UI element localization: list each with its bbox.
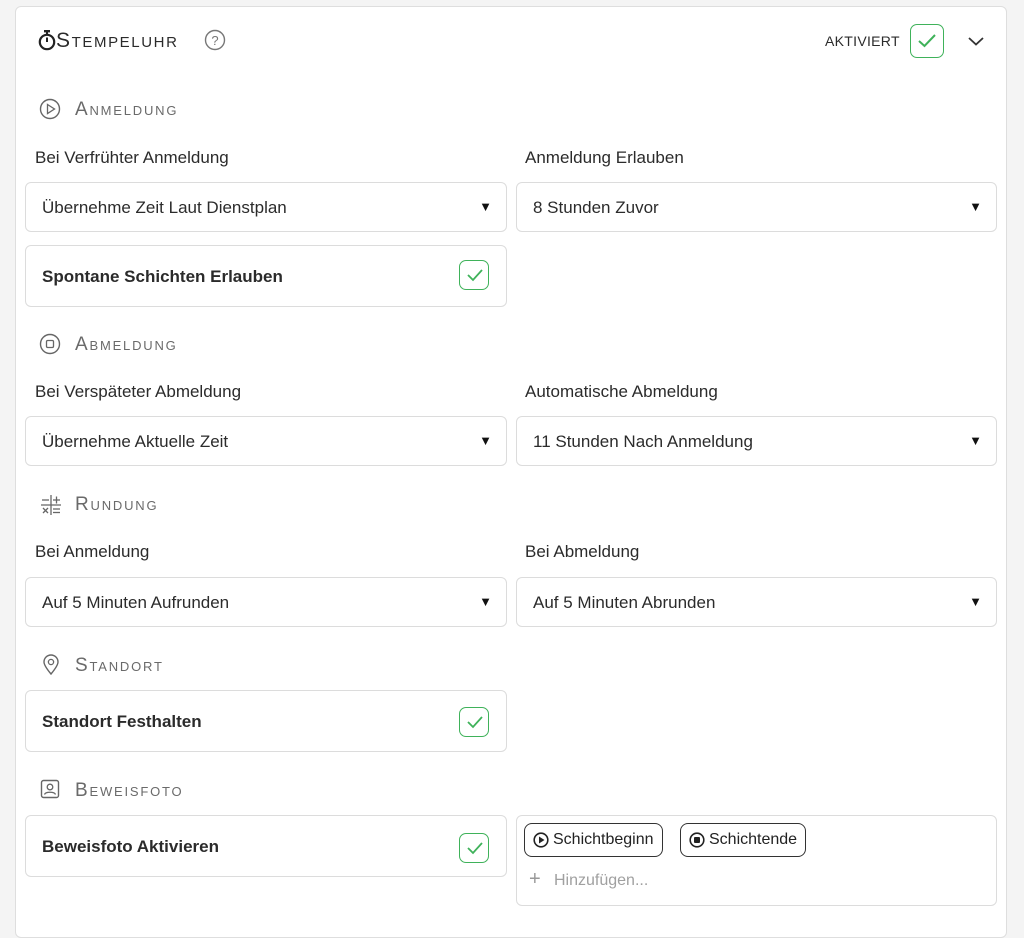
round-in-select[interactable] — [25, 577, 507, 627]
dropdown-arrow-icon: ▼ — [479, 594, 492, 609]
allow-login-value: 8 Stunden Zuvor — [533, 198, 659, 217]
allow-login-label: Anmeldung Erlauben — [525, 148, 684, 167]
round-out-value: Auf 5 Minuten Abrunden — [533, 593, 716, 612]
early-login-label: Bei Verfrühter Anmeldung — [35, 148, 229, 167]
photo-activate-checkbox[interactable] — [459, 833, 489, 863]
early-login-value: Übernehme Zeit Laut Dienstplan — [42, 198, 287, 217]
early-login-select[interactable] — [25, 182, 507, 232]
location-pin-icon — [42, 654, 60, 676]
spontaneous-shifts-label: Spontane Schichten Erlauben — [42, 267, 283, 286]
late-logout-value: Übernehme Aktuelle Zeit — [42, 432, 229, 451]
chevron-down-icon[interactable] — [967, 35, 985, 47]
stop-circle-icon — [689, 832, 705, 848]
chip-schichtende[interactable] — [680, 823, 806, 857]
keep-location-label: Standort Festhalten — [42, 712, 202, 731]
spontaneous-shifts-checkbox[interactable] — [459, 260, 489, 290]
section-title-beweisfoto: Beweisfoto — [75, 780, 184, 801]
add-event-input[interactable] — [529, 868, 829, 895]
activated-checkbox[interactable] — [910, 24, 944, 58]
keep-location-toggle[interactable] — [25, 690, 507, 752]
late-logout-label: Bei Verspäteter Abmeldung — [35, 382, 242, 401]
round-in-value: Auf 5 Minuten Aufrunden — [42, 593, 230, 612]
status-label: AKTIVIERT — [825, 33, 900, 49]
auto-logout-value: 11 Stunden Nach Anmeldung — [533, 432, 753, 451]
round-in-label: Bei Anmeldung — [35, 542, 150, 561]
auto-logout-label: Automatische Abmeldung — [525, 382, 718, 401]
round-out-select[interactable] — [516, 577, 997, 627]
calculator-icon — [40, 494, 62, 516]
help-icon[interactable] — [204, 29, 226, 51]
section-title-rundung: Rundung — [75, 494, 159, 515]
dropdown-arrow-icon: ▼ — [969, 594, 982, 609]
svg-text:?: ? — [211, 33, 219, 48]
keep-location-checkbox[interactable] — [459, 707, 489, 737]
dropdown-arrow-icon: ▼ — [969, 433, 982, 448]
section-title-abmeldung: Abmeldung — [75, 334, 178, 355]
play-circle-icon — [39, 98, 61, 120]
dropdown-arrow-icon: ▼ — [969, 199, 982, 214]
dropdown-arrow-icon: ▼ — [479, 433, 492, 448]
chip-schichtbeginn[interactable] — [524, 823, 663, 857]
chip-label: Schichtbeginn — [553, 831, 654, 848]
stop-circle-icon — [39, 333, 61, 355]
spontaneous-shifts-toggle[interactable] — [25, 245, 507, 307]
dropdown-arrow-icon: ▼ — [479, 199, 492, 214]
add-placeholder: Hinzufügen... — [554, 872, 649, 889]
photo-activate-label: Beweisfoto Aktivieren — [42, 837, 219, 856]
section-title-anmeldung: Anmeldung — [75, 99, 179, 120]
auto-logout-select[interactable] — [516, 416, 997, 466]
section-title-standort: Standort — [75, 655, 164, 676]
allow-login-select[interactable] — [516, 182, 997, 232]
photo-events-box — [516, 815, 997, 906]
play-circle-icon — [533, 832, 549, 848]
photo-portrait-icon — [40, 779, 60, 799]
plus-icon: + — [529, 868, 541, 890]
photo-activate-toggle[interactable] — [25, 815, 507, 877]
stopwatch-icon — [37, 29, 57, 51]
late-logout-select[interactable] — [25, 416, 507, 466]
chip-label: Schichtende — [709, 831, 798, 848]
round-out-label: Bei Abmeldung — [525, 542, 640, 561]
page-title: Stempeluhr — [56, 29, 179, 52]
